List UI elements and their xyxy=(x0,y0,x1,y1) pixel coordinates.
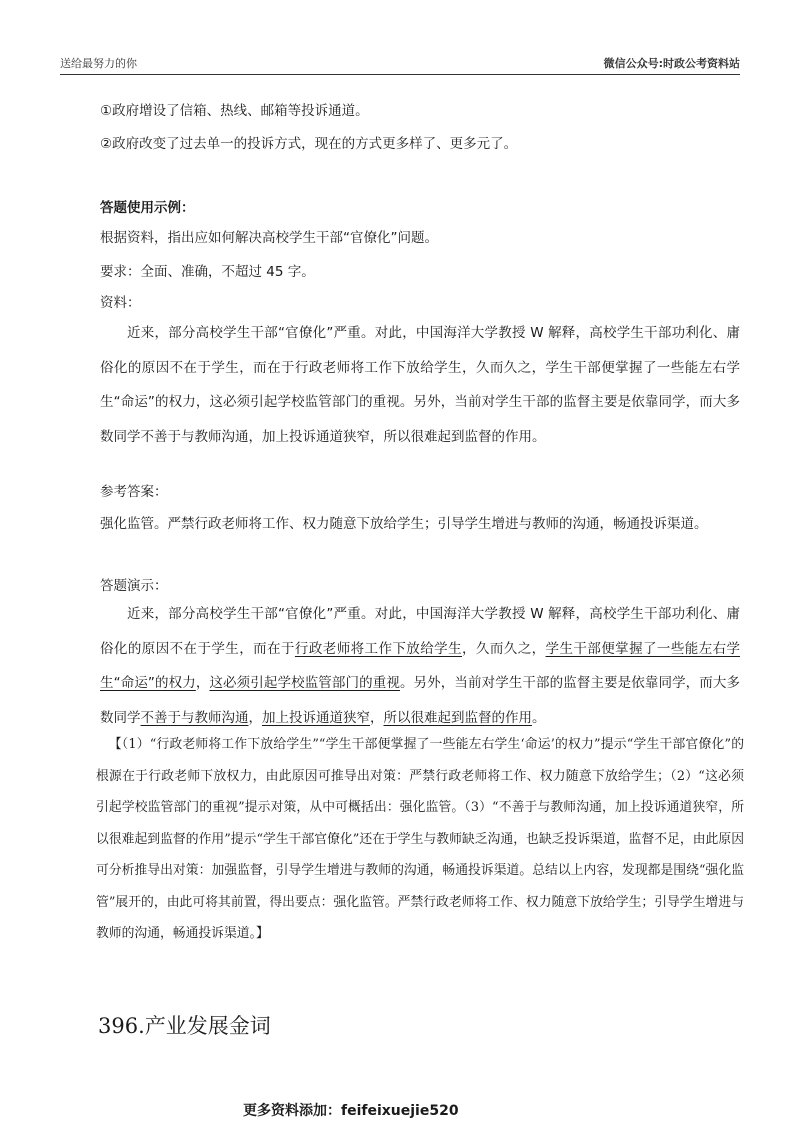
material-label: 资料： xyxy=(100,295,141,311)
demo-underline-5: 加上投诉通道狭窄 xyxy=(262,709,370,726)
header-right-text: 微信公众号:时政公考资料站 xyxy=(603,57,740,70)
demo-seg-1: 近来，部分高校学生干部“官僚化”严重。对此，中国海洋大学教授 W 解释，高校学生干部功利化、庸俗化的原因不在于学生，而在于 xyxy=(100,606,740,657)
demo-seg-3: ， xyxy=(195,675,210,691)
analysis-block xyxy=(96,729,744,950)
demo-underline-2: 学生干部便掌握了一些能左右学生“命运”的权力 xyxy=(100,640,741,691)
item-1: ①政府增设了信箱、热线、邮箱等投诉通道。 xyxy=(100,103,369,119)
analysis-text: 【（1）“行政老师将工作下放给学生”“学生干部便掌握了一些能左右学生‘命运’的权力”提示“学生干部官僚化”的根源在于行政老师下放权力，由此原因可推导出对策：严禁行政老师将工作、权力随意下放给学生；（2）“这必须引起学校监管部门的重视”提示对策，从中可概括出：强化监管。（3）“不善于与教师沟通，加上投诉通道狭窄，所以很难起到监督的作用”提示“学生干部官僚化”还在于学生与教师缺乏沟通，也缺乏投诉渠道，监督不足，由此原因可分析推导出对策：加强监督，引导学生增进与教师的沟通，畅通投诉渠道。总结以上内容，发现都是围绕“强化监管”展开的，由此可将其前置，得出要点：强化监管。严禁行政老师将工作、权力随意下放给学生；引导学生增进与教师的沟通，畅通投诉渠道。】 xyxy=(96,737,744,941)
requirement-text: 要求：全面、准确，不超过 45 字。 xyxy=(100,264,315,280)
demo-paragraph xyxy=(100,597,740,735)
item-2: ②政府改变了过去单一的投诉方式，现在的方式更多样了、更多元了。 xyxy=(100,136,518,152)
page-header xyxy=(60,52,740,75)
demo-text xyxy=(100,597,740,735)
answer-label: 参考答案： xyxy=(100,484,168,500)
demo-underline-4: 不善于与教师沟通 xyxy=(140,709,249,726)
demo-label: 答题演示： xyxy=(100,578,168,594)
footer xyxy=(243,1100,459,1120)
demo-seg-7: 。 xyxy=(532,709,546,726)
demo-seg-4: 。另外，当前对学生干部的监督主要是依靠同学，而大多数同学 xyxy=(100,675,741,726)
demo-seg-2: ，久而久之， xyxy=(462,640,546,657)
question-text: 根据资料，指出应如何解决高校学生干部“官僚化”问题。 xyxy=(100,230,438,246)
demo-underline-1: 行政老师将工作下放给学生 xyxy=(294,640,462,657)
section-title: 396.产业发展金词 xyxy=(98,1014,271,1038)
demo-seg-5: ， xyxy=(248,709,262,726)
header-left-text: 送给最努力的你 xyxy=(60,57,137,70)
footer-label: 更多资料添加： xyxy=(243,1103,341,1119)
example-label: 答题使用示例： xyxy=(100,200,195,216)
material-paragraph xyxy=(100,316,740,454)
demo-underline-6: 所以很难起到监督的作用 xyxy=(383,709,532,726)
footer-id: feifeixuejie520 xyxy=(341,1103,459,1119)
demo-underline-3: 这必须引起学校监管部门的重视 xyxy=(209,675,400,691)
material-text: 近来，部分高校学生干部“官僚化”严重。对此，中国海洋大学教授 W 解释，高校学生干部功利化、庸俗化的原因不在于学生，而在于行政老师将工作下放给学生，久而久之，学生干部便掌握了一些能左右学生“命运”的权力，这必须引起学校监管部门的重视。另外，当前对学生干部的监督主要是依靠同学，而大多数同学不善于与教师沟通，加上投诉通道狭窄，所以很难起到监督的作用。 xyxy=(100,325,740,445)
demo-seg-6: ， xyxy=(370,709,384,726)
answer-text: 强化监管。严禁行政老师将工作、权力随意下放给学生；引导学生增进与教师的沟通，畅通投诉渠道。 xyxy=(100,516,708,532)
